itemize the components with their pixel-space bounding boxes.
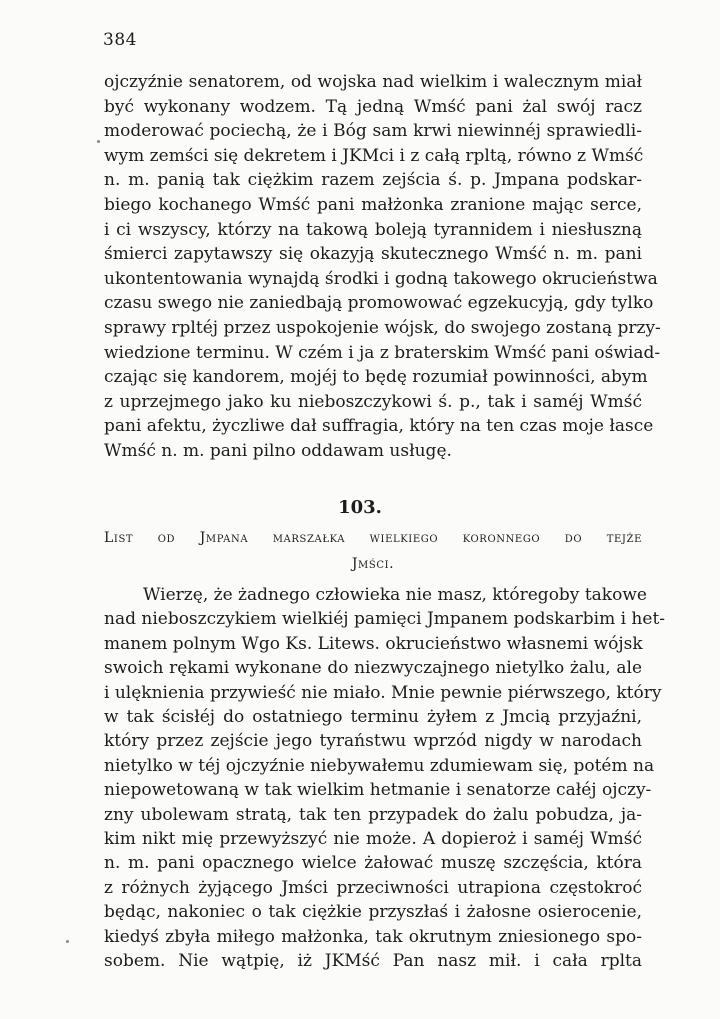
text-line: czając się kandorem, mojéj to będę rozumiał powinności, abym bbox=[104, 367, 648, 388]
text-line: w tak ścisłéj do ostatniego terminu żyłem z Jmcią przyjaźni, bbox=[104, 707, 642, 727]
text-line: czasu swego nie zaniedbają promowować egzekucyją, gdy tylko bbox=[104, 293, 654, 314]
text-line: być wykonany wodzem. Tą jedną Wmść pani żal swój racz bbox=[104, 96, 642, 117]
letter-heading-line-1: List od Jmpana marszałka wielkiego koronnego do tejże bbox=[104, 530, 642, 546]
text-line: nad nieboszczykiem wielkiéj pamięci Jmpanem podskarbim i het- bbox=[104, 609, 666, 630]
letter-number: 103. bbox=[338, 497, 382, 518]
text-line: moderować pociechą, że i Bóg sam krwi niewinnéj sprawiedli- bbox=[104, 121, 642, 142]
text-line: wiedzione terminu. W czém i ja z braterskim Wmść pani oświad- bbox=[104, 342, 661, 363]
text-line: będąc, nakoniec o tak ciężkie przyszłaś i żałosne osierocenie, bbox=[104, 902, 642, 923]
text-line: swoich rękami wykonane do niezwyczajnego nietylko żalu, ale bbox=[104, 658, 642, 679]
text-line: ojczyźnie senatorem, od wojska nad wielkim i walecznym miał bbox=[104, 72, 642, 92]
text-line: wym zemści się dekretem i JKMci i z całą rpltą, równo z Wmść bbox=[104, 145, 644, 166]
text-line: z różnych żyjącego Jmści przeciwności utrapiona częstokroć bbox=[104, 877, 642, 898]
text-line: i ci wszyscy, którzy na takową boleją tyrannidem i niesłuszną bbox=[104, 219, 642, 240]
page-number: 384 bbox=[103, 30, 137, 50]
text-line: kim nikt mię przewyższyć nie może. A dopieroż i saméj Wmść bbox=[104, 829, 642, 849]
text-line: kiedyś zbyła miłego małżonka, tak okrutnym zniesionego spo- bbox=[104, 926, 642, 947]
text-line: n. m. panią tak ciężkim razem zejścia ś. p. Jmpana podskar- bbox=[104, 170, 642, 191]
text-line: pani afektu, życzliwe dał suffragia, który na ten czas moje łasce bbox=[104, 416, 654, 437]
text-line: śmierci zapytawszy się okazyją skutecznego Wmść n. m. pani bbox=[104, 244, 642, 265]
text-line: niepowetowaną w tak wielkim hetmanie i senatorze całéj ojczy- bbox=[104, 780, 652, 801]
text-line: który przez zejście jego tyraństwu wprzód nigdy w narodach bbox=[104, 731, 642, 752]
paper-speck bbox=[97, 140, 100, 143]
text-line: sprawy rpltéj przez uspokojenie wójsk, do swojego zostaną przy- bbox=[104, 318, 661, 338]
text-line: nietylko w téj ojczyźnie niebywałemu zdumiewam się, potém na bbox=[104, 755, 655, 776]
text-line: manem polnym Wgo Ks. Litews. okrucieństwo własnemi wójsk bbox=[104, 633, 643, 654]
text-line: z uprzejmego jako ku nieboszczykowi ś. p., tak i saméj Wmść bbox=[104, 391, 642, 412]
text-line: i ulęknienia przywieść nie miało. Mnie pewnie piérwszego, który bbox=[104, 682, 662, 703]
text-line: ukontentowania wynajdą środki i godną takowego okrucieństwa bbox=[104, 268, 658, 289]
text-line: biego kochanego Wmść pani małżonka zranione mając serce, bbox=[104, 195, 642, 215]
letter-heading-line-2: Jmści. bbox=[351, 556, 395, 572]
text-line: n. m. pani opacznego wielce żałować muszę szczęścia, która bbox=[104, 853, 642, 874]
paper-speck bbox=[66, 940, 69, 943]
text-line: Wmść n. m. pani pilno oddawam usługę. bbox=[104, 441, 452, 461]
text-line: zny ubolewam stratą, tak ten przypadek do żalu pobudza, ja- bbox=[104, 804, 642, 825]
text-line: Wierzę, że żadnego człowieka nie masz, któregoby takowe bbox=[143, 585, 647, 605]
text-line: sobem. Nie wątpię, iż JKMść Pan nasz mił. i cała rplta bbox=[104, 951, 642, 971]
